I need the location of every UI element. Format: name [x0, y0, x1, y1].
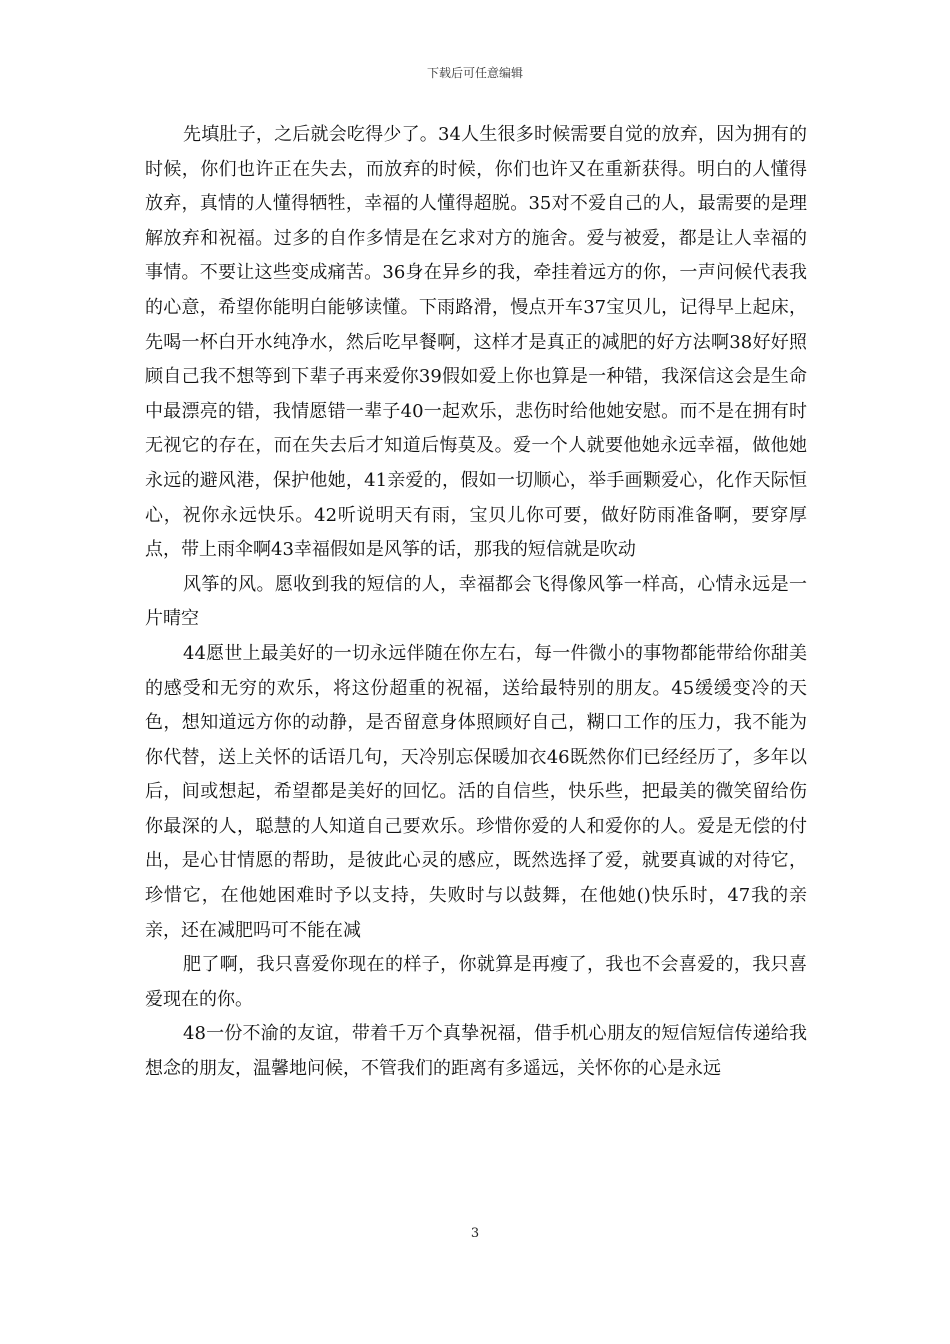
page-header: 下载后可任意编辑 [426, 66, 523, 80]
paragraph: 肥了啊，我只喜爱你现在的样子，你就算是再瘦了，我也不会喜爱的，我只喜爱现在的你。 [145, 954, 807, 1010]
paragraph: 44愿世上最美好的一切永远伴随在你左右，每一件微小的事物都能带给你甜美的感受和无穷的欢乐，将这份超重的祝福，送给最特别的朋友。45缓缓变冷的天色，想知道远方你的动静，是否留意身体照顾好自己，糊口工作的压力，我不能为你代替，送上关怀的话语几句，天冷别忘保暖加衣46既然你们已经经历了，多年以后，间或想起，希望都是美好的回忆。活的自信些，快乐些，把最美的微笑留给伤你最深的人，聪慧的人知道自己要欢乐。珍惜你爱的人和爱你的人。爱是无偿的付出，是心甘情愿的帮助，是彼此心灵的感应，既然选择了爱，就要真诚的对待它，珍惜它，在他她困难时予以支持，失败时与以鼓舞，在他她()快乐时，47我的亲亲，还在减肥吗可不能在减 [145, 642, 807, 941]
paragraph: 先填肚子，之后就会吃得少了。34人生很多时候需要自觉的放弃，因为拥有的时候，你们也许正在失去，而放弃的时候，你们也许又在重新获得。明白的人懂得放弃，真情的人懂得牺牲，幸福的人懂得超脱。35对不爱自己的人，最需要的是理解放弃和祝福。过多的自作多情是在乞求对方的施舍。爱与被爱，都是让人幸福的事情。不要让这些变成痛苦。36身在异乡的我，牵挂着远方的你，一声问候代表我的心意，希望你能明白能够读懂。下雨路滑，慢点开车37宝贝儿，记得早上起床，先喝一杯白开水纯净水，然后吃早餐啊，这样才是真正的减肥的好方法啊38好好照顾自己我不想等到下辈子再来爱你39假如爱上你也算是一种错，我深信这会是生命中最漂亮的错，我情愿错一辈子40一起欢乐，悲伤时给他她安慰。而不是在拥有时无视它的存在，而在失去后才知道后悔莫及。爱一个人就要他她永远幸福，做他她永远的避风港，保护他她，41亲爱的，假如一切顺心，举手画颗爱心，化作天际恒心，祝你永远快乐。42听说明天有雨，宝贝儿你可要，做好防雨准备啊，要穿厚点，带上雨伞啊43幸福假如是风筝的话，那我的短信就是吹动 [145, 124, 807, 561]
paragraph: 风筝的风。愿收到我的短信的人，幸福都会飞得像风筝一样高，心情永远是一片晴空 [145, 573, 807, 630]
page-number: 3 [470, 1226, 480, 1241]
paragraph: 48一份不渝的友谊，带着千万个真挚祝福，借手机心朋友的短信短信传递给我想念的朋友，温馨地问候，不管我们的距离有多遥远，关怀你的心是永远 [145, 1023, 807, 1080]
document-body [145, 118, 807, 1087]
